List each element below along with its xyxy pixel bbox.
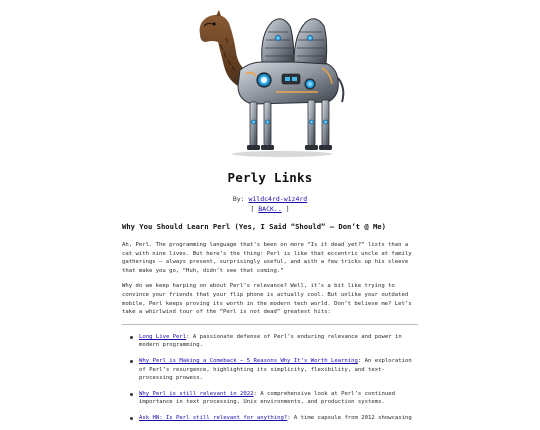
link-long-live-perl[interactable]: Long Live Perl [139,333,187,340]
byline-label: By: [232,195,245,203]
bullet-icon [130,417,133,420]
divider [122,324,418,325]
bullet-icon [130,360,133,363]
author-link[interactable]: w1ldc4rd-w1z4rd [248,195,308,203]
list-item [122,333,418,350]
link-perl-relevant-2022[interactable]: Why Perl is still relevant in 2022 [139,390,254,397]
site-title: Perly Links [227,170,313,185]
article-paragraph: Ah, Perl. The programming language that’s been on more “Is it dead yet?” lists than a cat with nine lives. But here’s the thing: Perl is like that eccentric uncle at family gatherings – always present, surprisingly useful, and with a few tricks up his sleeve that make you go, “Huh, didn’t see that coming.” [122,242,412,274]
link-ask-hn-perl[interactable]: Ask HN: Is Perl still relevant for anything? [139,414,288,421]
link-description: : An exploration of Perl’s resurgence, highlighting its simplicity, flexibility, and text-processing prowess. [139,357,412,382]
link-description: : A passionate defense of Perl’s enduring relevance and power in modern programming. [139,333,402,349]
link-description: : A time capsule from 2012 showcasing [287,414,412,421]
link-perl-comeback[interactable]: Why Perl is Making a Comeback – 5 Reasons Why It’s Worth Learning [139,357,358,364]
article-paragraph: Why do we keep harping on about Perl’s relevance? Well, it’s a bit like trying to convince your friends that your flip phone is actually cool. But unlike your outdated mobile, Perl keeps proving its worth in the modern tech world. Don’t believe me? Let’s take a whirlwind tour of the “Perl is not dead” greatest hits: [122,283,412,316]
robotic-camel-icon [190,4,350,160]
list-item [122,390,418,407]
bullet-icon [130,393,133,396]
list-item [122,357,418,383]
back-bracket-open: [ [250,205,255,213]
link-list [122,333,418,423]
back-nav [0,205,540,213]
back-link[interactable]: BACK.. [258,205,282,213]
list-item [122,414,418,423]
article [122,222,418,430]
article-title: Why You Should Learn Perl (Yes, I Said “Should” – Don’t @ Me) [122,222,386,231]
link-description: : A comprehensive look at Perl’s continued importance in text processing, Unix environments, and production systems. [139,390,395,406]
bullet-icon [130,336,133,339]
back-bracket-close: ] [285,205,290,213]
byline [0,195,540,203]
